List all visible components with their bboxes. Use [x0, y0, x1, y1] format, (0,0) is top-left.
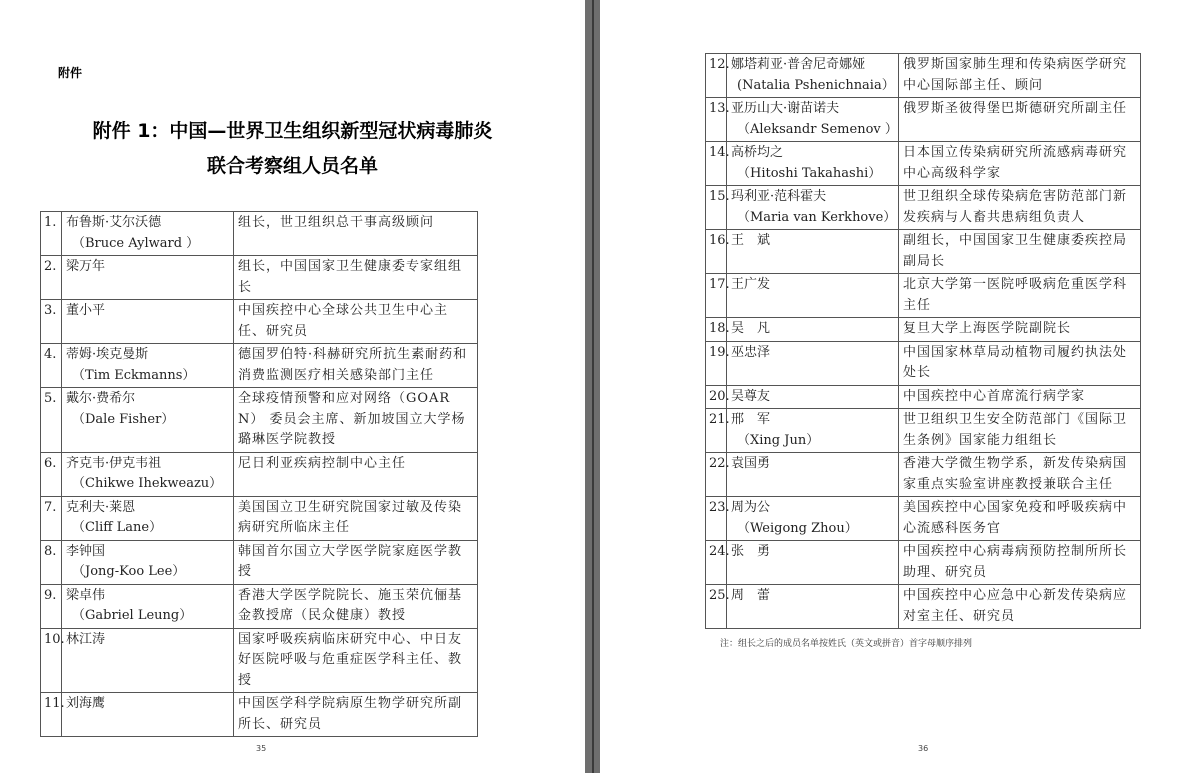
- member-name-cell: [62, 344, 234, 388]
- row-number: 12.: [706, 54, 727, 98]
- row-number: 4.: [41, 344, 62, 388]
- table-row: [706, 318, 1141, 342]
- table-row: [706, 186, 1141, 230]
- member-table-left: [40, 211, 478, 737]
- member-role: 中国疾控中心全球公共卫生中心主任、研究员: [234, 300, 478, 344]
- member-role: 香港大学医学院院长、施玉荣伉俪基金教授席（民众健康）教授: [234, 584, 478, 628]
- table-row: [706, 453, 1141, 497]
- table-row: [706, 541, 1141, 585]
- member-name-cell: [727, 142, 899, 186]
- member-name-cell: [727, 453, 899, 497]
- table-row: [706, 409, 1141, 453]
- member-name-chinese: 周 蕾: [731, 588, 771, 603]
- member-name-cell: [62, 693, 234, 737]
- member-name-english: （Xing Jun）: [737, 432, 820, 448]
- table-footnote: 注：组长之后的成员名单按姓氏（英文或拼音）首字母顺序排列: [720, 639, 973, 649]
- table-row: [41, 388, 478, 453]
- member-name-chinese: 亚历山大·谢苗诺夫: [731, 101, 840, 116]
- member-name-cell: [62, 496, 234, 540]
- member-role: 美国国立卫生研究院国家过敏及传染病研究所临床主任: [234, 496, 478, 540]
- member-name-english: （Chikwe Ihekweazu）: [72, 476, 223, 491]
- row-number: 22.: [706, 453, 727, 497]
- member-role: 俄罗斯国家肺生理和传染病医学研究中心国际部主任、顾问: [899, 54, 1141, 98]
- table-row: [706, 274, 1141, 318]
- member-name-cell: [62, 300, 234, 344]
- row-number: 8.: [41, 540, 62, 584]
- member-name-chinese: 布鲁斯·艾尔沃德: [66, 215, 162, 230]
- table-row: [706, 98, 1141, 142]
- row-number: 18.: [706, 318, 727, 342]
- member-name-english: （Tim Eckmanns）: [72, 367, 196, 383]
- member-name-chinese: 梁万年: [66, 259, 106, 274]
- row-number: 10.: [41, 628, 62, 693]
- member-role: 组长，世卫组织总干事高级顾问: [234, 212, 478, 256]
- row-number: 21.: [706, 409, 727, 453]
- member-role: 中国疾控中心应急中心新发传染病应对室主任、研究员: [899, 585, 1141, 629]
- member-name-chinese: 邢 军: [731, 412, 771, 427]
- member-role: 俄罗斯圣彼得堡巴斯德研究所副主任: [899, 98, 1141, 142]
- row-number: 20.: [706, 385, 727, 409]
- row-number: 14.: [706, 142, 727, 186]
- member-name-cell: [727, 98, 899, 142]
- row-number: 2.: [41, 256, 62, 300]
- member-name-chinese: 周为公: [731, 500, 771, 515]
- table-row: [41, 496, 478, 540]
- member-name-chinese: 王 斌: [731, 233, 771, 248]
- member-role: 中国国家林草局动植物司履约执法处处长: [899, 341, 1141, 385]
- member-role: 副组长，中国国家卫生健康委疾控局副局长: [899, 230, 1141, 274]
- member-name-chinese: 张 勇: [731, 544, 771, 559]
- member-name-chinese: 吴尊友: [731, 388, 771, 404]
- member-role: 全球疫情预警和应对网络（GOARN） 委员会主席、新加坡国立大学杨璐琳医学院教授: [234, 388, 478, 453]
- member-name-cell: [727, 541, 899, 585]
- member-name-cell: [727, 318, 899, 342]
- member-name-cell: [62, 388, 234, 453]
- member-name-cell: [727, 274, 899, 318]
- member-name-cell: [62, 584, 234, 628]
- member-role: 组长，中国国家卫生健康委专家组组长: [234, 256, 478, 300]
- member-name-cell: [62, 540, 234, 584]
- member-role: 日本国立传染病研究所流感病毒研究中心高级科学家: [899, 142, 1141, 186]
- member-name-chinese: 克利夫·莱恩: [66, 499, 136, 515]
- member-role: 世卫组织全球传染病危害防范部门新发疾病与人畜共患病组负责人: [899, 186, 1141, 230]
- row-number: 16.: [706, 230, 727, 274]
- member-role: 复旦大学上海医学院副院长: [899, 318, 1141, 342]
- member-name-english: （Maria van Kerkhove）: [737, 209, 897, 225]
- member-name-chinese: 巫忠泽: [731, 344, 771, 360]
- member-role: 美国疾控中心国家免疫和呼吸疾病中心流感科医务官: [899, 497, 1141, 541]
- member-name-english: (Natalia Pshenichnaia）: [737, 77, 895, 93]
- member-name-cell: [62, 452, 234, 496]
- member-role: 德国罗伯特·科赫研究所抗生素耐药和消费监测医疗相关感染部门主任: [234, 344, 478, 388]
- member-role: 中国疾控中心首席流行病学家: [899, 385, 1141, 409]
- member-name-cell: [727, 54, 899, 98]
- member-name-chinese: 刘海鹰: [66, 696, 106, 711]
- row-number: 1.: [41, 212, 62, 256]
- member-name-cell: [62, 212, 234, 256]
- member-role: 韩国首尔国立大学医学院家庭医学教授: [234, 540, 478, 584]
- row-number: 5.: [41, 388, 62, 453]
- row-number: 7.: [41, 496, 62, 540]
- row-number: 24.: [706, 541, 727, 585]
- table-row: [41, 256, 478, 300]
- page-number: 35: [256, 744, 267, 753]
- row-number: 13.: [706, 98, 727, 142]
- page-divider: [592, 0, 594, 773]
- member-name-english: （Weigong Zhou）: [737, 520, 858, 536]
- member-name-cell: [727, 497, 899, 541]
- member-name-chinese: 玛利亚·范科霍夫: [731, 189, 827, 204]
- member-name-chinese: 王广发: [731, 277, 771, 292]
- table-row: [706, 142, 1141, 186]
- member-name-cell: [62, 256, 234, 300]
- member-name-chinese: 梁卓伟: [66, 587, 106, 603]
- table-row: [41, 628, 478, 693]
- member-name-chinese: 高桥均之: [731, 145, 784, 160]
- member-name-english: （Hitoshi Takahashi）: [737, 165, 882, 181]
- member-role: 中国医学科学院病原生物学研究所副所长、研究员: [234, 693, 478, 737]
- member-name-chinese: 袁国勇: [731, 456, 771, 471]
- table-row: [41, 693, 478, 737]
- member-table-right: [705, 53, 1141, 629]
- member-role: 尼日利亚疾病控制中心主任: [234, 452, 478, 496]
- member-name-cell: [727, 230, 899, 274]
- member-name-chinese: 齐克韦·伊克韦祖: [66, 455, 162, 471]
- member-name-chinese: 林江涛: [66, 631, 106, 647]
- member-name-cell: [727, 186, 899, 230]
- row-number: 11.: [41, 693, 62, 737]
- row-number: 3.: [41, 300, 62, 344]
- row-number: 15.: [706, 186, 727, 230]
- member-name-cell: [727, 341, 899, 385]
- table-row: [706, 341, 1141, 385]
- document-title-line2: 联合考察组人员名单: [206, 155, 378, 177]
- member-name-english: （Gabriel Leung）: [72, 608, 193, 623]
- member-name-english: （Bruce Aylward ）: [72, 235, 200, 251]
- row-number: 9.: [41, 584, 62, 628]
- member-name-chinese: 戴尔·费希尔: [66, 391, 136, 406]
- member-name-chinese: 娜塔莉亚·普舍尼奇娜娅: [731, 57, 866, 72]
- row-number: 19.: [706, 341, 727, 385]
- table-row: [706, 585, 1141, 629]
- member-name-cell: [727, 385, 899, 409]
- table-row: [706, 497, 1141, 541]
- member-name-english: （Dale Fisher）: [72, 411, 175, 427]
- member-name-chinese: 李钟国: [66, 543, 106, 559]
- row-number: 25.: [706, 585, 727, 629]
- table-row: [41, 584, 478, 628]
- document-title-line1: 附件 1：中国—世界卫生组织新型冠状病毒肺炎: [92, 120, 493, 142]
- member-role: 香港大学微生物学系，新发传染病国家重点实验室讲座教授兼联合主任: [899, 453, 1141, 497]
- member-name-english: （Aleksandr Semenov ）: [737, 121, 898, 137]
- member-name-chinese: 蒂姆·埃克曼斯: [66, 347, 149, 362]
- member-name-cell: [62, 628, 234, 693]
- row-number: 6.: [41, 452, 62, 496]
- member-role: 世卫组织卫生安全防范部门《国际卫生条例》国家能力组组长: [899, 409, 1141, 453]
- table-row: [706, 230, 1141, 274]
- member-role: 中国疾控中心病毒病预防控制所所长助理、研究员: [899, 541, 1141, 585]
- member-name-chinese: 董小平: [66, 303, 106, 318]
- row-number: 23.: [706, 497, 727, 541]
- table-row: [706, 385, 1141, 409]
- member-name-english: （Cliff Lane）: [72, 520, 163, 535]
- table-row: [41, 452, 478, 496]
- member-name-english: （Jong-Koo Lee）: [72, 564, 186, 579]
- attachment-label: 附件: [58, 66, 83, 80]
- member-role: 北京大学第一医院呼吸病危重医学科主任: [899, 274, 1141, 318]
- member-name-chinese: 吴 凡: [731, 321, 771, 336]
- member-name-cell: [727, 409, 899, 453]
- table-row: [41, 300, 478, 344]
- table-row: [41, 212, 478, 256]
- page-number: 36: [918, 744, 929, 753]
- table-row: [41, 344, 478, 388]
- table-row: [706, 54, 1141, 98]
- row-number: 17.: [706, 274, 727, 318]
- table-row: [41, 540, 478, 584]
- member-name-cell: [727, 585, 899, 629]
- member-role: 国家呼吸疾病临床研究中心、中日友好医院呼吸与危重症医学科主任、教授: [234, 628, 478, 693]
